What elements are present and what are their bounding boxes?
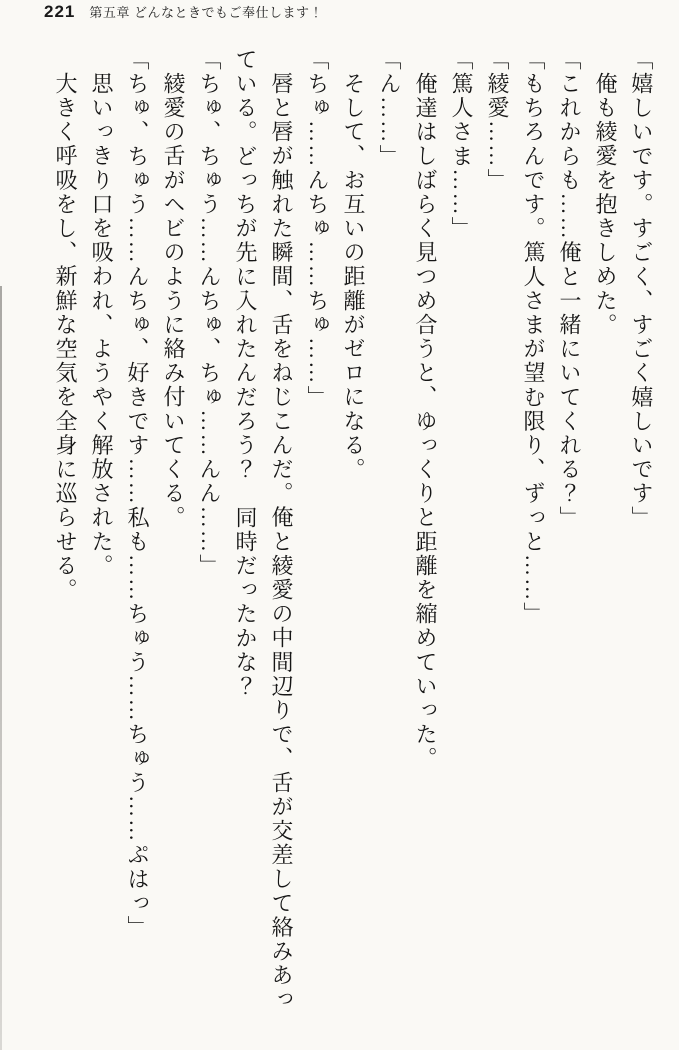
text-column: 「ちゅ、ちゅう……んちゅ、ちゅ……んん……」 (197, 48, 222, 579)
text-column: 「これからも……俺と一緒にいてくれる？」 (557, 48, 582, 530)
text-column: 唇と唇が触れた瞬間、舌をねじこんだ。俺と綾愛の中間辺りで、舌が交差して絡みあっ (269, 72, 294, 1012)
chapter-title: 第五章 どんなときでもご奉仕します！ (89, 5, 323, 20)
text-column: 「もちろんです。篤人さまが望む限り、ずっと……」 (521, 48, 546, 627)
text-column: 「ちゅ……んちゅ……ちゅ……」 (305, 48, 330, 410)
scan-gutter-artifact (0, 286, 2, 1050)
text-column: そして、お互いの距離がゼロになる。 (341, 72, 366, 482)
text-column: 「嬉しいです。すごく、すごく嬉しいです」 (629, 48, 654, 530)
text-column: 「ん……」 (377, 48, 402, 169)
vertical-text-block (45, 48, 659, 1030)
text-column: 俺達はしばらく見つめ合うと、ゆっくりと距離を縮めていった。 (413, 72, 438, 771)
text-column: 大きく呼吸をし、新鮮な空気を全身に巡らせる。 (53, 72, 78, 603)
text-column: 綾愛の舌がヘビのように絡み付いてくる。 (161, 72, 186, 530)
text-column: 俺も綾愛を抱きしめた。 (593, 72, 618, 338)
text-column: 「篤人さま……」 (449, 48, 474, 241)
text-column: ている。どっちが先に入れたんだろう？ 同時だったかな？ (233, 48, 258, 699)
text-column: 思いっきり口を吸われ、ようやく解放された。 (89, 72, 114, 579)
page-header (44, 2, 323, 22)
text-column: 「ちゅ、ちゅう……んちゅ、好きです……私も……ちゅう……ちゅう……ぷはっ」 (125, 48, 150, 940)
page-number: 221 (44, 2, 76, 21)
text-column: 「綾愛……」 (485, 48, 510, 193)
